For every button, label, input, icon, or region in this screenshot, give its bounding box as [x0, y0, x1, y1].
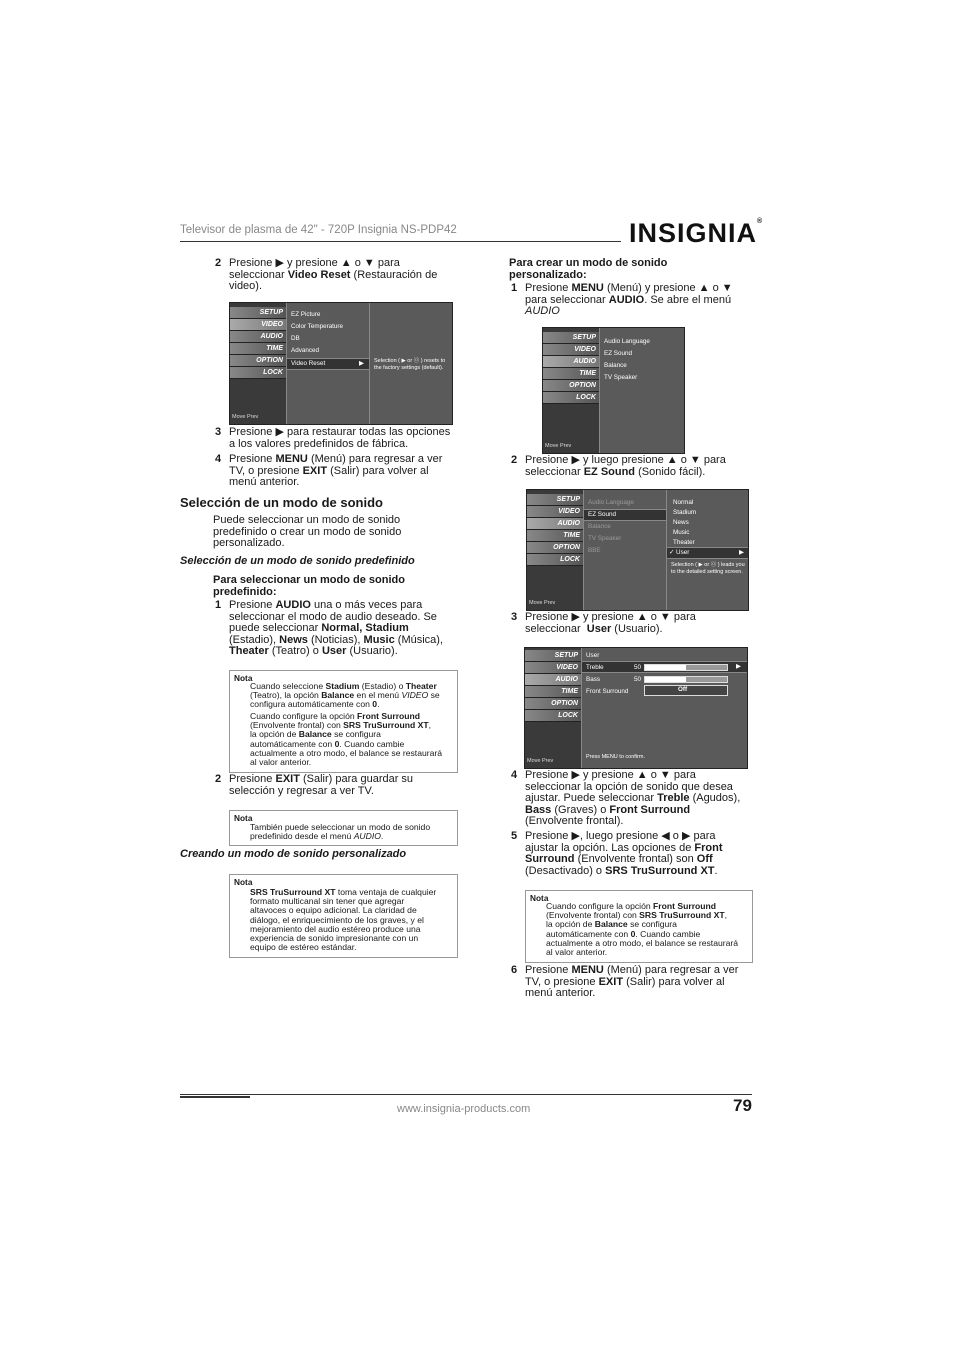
- osd-menu-lock: LOCK: [527, 554, 583, 566]
- osd-arrow-icon: ▶: [359, 360, 364, 367]
- osd-menu-setup: SETUP: [525, 650, 581, 662]
- osd-menu-setup: SETUP: [230, 307, 286, 319]
- osd-option: TV Speaker: [588, 535, 622, 542]
- osd-options-panel: [583, 490, 666, 610]
- osd-option: Balance: [588, 523, 611, 530]
- left-step-4: 4 Presione MENU (Menú) para regresar a ver TV, o presione EXIT (Salir) para volver al menú anterior.: [215, 453, 443, 488]
- right-step-6: 6 Presione MENU (Menú) para regresar a ver TV, o presione EXIT (Salir) para volver al menú anterior.: [511, 964, 739, 999]
- left-step-2b: 2 Presione EXIT (Salir) para guardar su selección y regresar a ver TV.: [215, 773, 414, 797]
- osd-confirm-hint: Press MENU to confirm.: [586, 754, 645, 760]
- header-title: Televisor de plasma de 42" - 720P Insignia NS-PDP42: [180, 224, 457, 236]
- osd-modes-panel: [666, 490, 749, 610]
- osd-menu-lock: LOCK: [525, 710, 581, 722]
- osd-bass-label: Bass: [586, 676, 600, 683]
- osd-footer: Move Prev: [232, 414, 259, 420]
- osd-menu-video: VIDEO: [230, 319, 286, 331]
- right-step-5: 5 Presione ▶, luego presione ◀ o ▶ para ajustar la opción. Las opciones de Front Surround (Envolvente frontal) son Off (Desactivado) o SRS TruSurround XT.: [511, 830, 723, 877]
- procedure-title-create: Para crear un modo de sonido personalizado:: [509, 257, 668, 281]
- osd-menu-option: OPTION: [527, 542, 583, 554]
- osd-menu-option: OPTION: [525, 698, 581, 710]
- osd-footer: Move Prev: [545, 443, 572, 449]
- note-box-3: Nota SRS TruSurround XT toma ventaja de cualquier formato multicanal sin tener que agregar altavoces o equipo adicional. La claridad de diálogo, el enriquecimiento de los graves, y el mejoramiento del audio estéreo produce una experiencia de sonido impresionante con un equipo de estéreo estándar.: [229, 874, 458, 958]
- osd-side-menu: [230, 303, 286, 424]
- osd-option: EZ Sound: [604, 350, 633, 357]
- osd-option: Audio Language: [604, 338, 650, 345]
- osd-menu-audio: AUDIO: [525, 674, 581, 686]
- osd-menu-audio: AUDIO: [230, 331, 286, 343]
- osd-treble-value: 50: [634, 664, 642, 671]
- osd-help-text: Selection ( ▶ or ⓞ ) resets to the factory settings (default).: [374, 358, 446, 371]
- right-step-1: 1 Presione MENU (Menú) y presione ▲ o ▼ para seleccionar AUDIO. Se abre el menú AUDIO: [511, 282, 733, 317]
- left-step-2: 2 Presione ▶ y presione ▲ o ▼ para seleccionar Video Reset (Restauración de video).: [215, 257, 438, 292]
- osd-user-panel: [581, 648, 748, 768]
- osd-option: EZ Picture: [291, 311, 321, 318]
- note-box-1: Nota Cuando seleccione Stadium (Estadio) o Theater (Teatro), la opción Balance en el menú VIDEO se configura automáticamente con 0. Cuando configure la opción Front Surround (Envolvente frontal) con SRS TruSurround XT, la opción de Balance se configura automáticamente con 0. Cuando cambie actualmente a otro modo, el balance se restaurará al valor anterior.: [229, 670, 458, 773]
- osd-option: Advanced: [291, 347, 320, 354]
- tv-screen-ez-sound: [526, 489, 749, 611]
- osd-help-text: Selection ( ▶ or ⓞ ) leads you to the detailed setting screen.: [671, 562, 745, 575]
- tv-screen-video-reset: [229, 302, 453, 425]
- osd-menu-time: TIME: [543, 368, 599, 380]
- osd-mode: News: [673, 519, 689, 526]
- osd-mode: Stadium: [673, 509, 697, 516]
- osd-user-title: User: [586, 652, 600, 659]
- osd-option-selected: EZ Sound: [588, 511, 617, 518]
- osd-menu-audio: AUDIO: [527, 518, 583, 530]
- osd-arrow-icon: ▶: [739, 549, 744, 556]
- footer-rule-accent: [180, 1096, 250, 1098]
- osd-menu-setup: SETUP: [543, 332, 599, 344]
- note-box-4: Nota Cuando configure la opción Front Surround (Envolvente frontal) con SRS TruSurround XT, la opción de Balance se configura automáticamente con 0. Cuando cambie actualmente a otro modo, el balance se restaurará al valor anterior.: [525, 890, 753, 963]
- right-step-2: 2 Presione ▶ y luego presione ▲ o ▼ para seleccionar EZ Sound (Sonido fácil).: [511, 454, 726, 478]
- osd-menu-audio: AUDIO: [543, 356, 599, 368]
- osd-treble-label: Treble: [586, 664, 604, 671]
- header-rule: [180, 241, 621, 242]
- left-step-1: 1 Presione AUDIO una o más veces para seleccionar el modo de audio deseado. Se puede seleccionar Normal, Stadium (Estadio), News (Noticias), Music (Música), Theater (Teatro) o User (Usuario).: [215, 599, 444, 657]
- osd-option: Color Temperature: [291, 323, 344, 330]
- footer-rule: [180, 1094, 752, 1095]
- footer-url: www.insignia-products.com: [397, 1103, 531, 1115]
- osd-front-surround-label: Front Surround: [586, 688, 629, 695]
- note-1-paragraph-2: Cuando configure la opción Front Surround (Envolvente frontal) con SRS TruSurround XT, la opción de Balance se configura automáticamente con 0. Cuando cambie actualmente a otro modo, el balance se restaurará al valor anterior.: [250, 711, 443, 768]
- osd-treble-bar: [644, 664, 728, 671]
- osd-mode: Normal: [673, 499, 694, 506]
- osd-menu-video: VIDEO: [527, 506, 583, 518]
- osd-footer: Move Prev: [527, 758, 554, 764]
- osd-menu-lock: LOCK: [230, 367, 286, 379]
- osd-option-selected: Video Reset: [291, 360, 326, 367]
- osd-option: Audio Language: [588, 499, 634, 506]
- osd-options-panel: [599, 328, 685, 453]
- subsection-custom: Creando un modo de sonido personalizado: [180, 848, 407, 860]
- left-step-3: 3 Presione ▶ para restaurar todas las opciones a los valores predefinidos de fábrica.: [215, 426, 451, 450]
- osd-option: DB: [291, 335, 300, 342]
- procedure-title-select: Para seleccionar un modo de sonido predefinido:: [213, 574, 405, 598]
- insignia-logo: INSIGNIA®: [629, 218, 764, 248]
- subsection-predefined: Selección de un modo de sonido predefinido: [180, 555, 415, 567]
- osd-bass-value: 50: [634, 676, 642, 683]
- osd-menu-setup: SETUP: [527, 494, 583, 506]
- tv-screen-audio-menu: [542, 327, 685, 454]
- note-1-paragraph-1: Cuando seleccione Stadium (Estadio) o Theater (Teatro), la opción Balance en el menú VIDEO se configura automáticamente con 0.: [250, 681, 440, 710]
- osd-menu-time: TIME: [525, 686, 581, 698]
- right-step-4: 4 Presione ▶ y presione ▲ o ▼ para seleccionar la opción de sonido que desea ajustar. Puede seleccionar Treble (Agudos), Bass (Graves) o Front Surround (Envolvente frontal).: [511, 769, 741, 827]
- osd-option: BBE: [588, 547, 601, 554]
- osd-off-value: Off: [678, 686, 688, 693]
- osd-footer: Move Prev: [529, 600, 556, 606]
- page-number: 79: [733, 1096, 752, 1115]
- osd-menu-video: VIDEO: [543, 344, 599, 356]
- osd-menu-option: OPTION: [230, 355, 286, 367]
- osd-menu-video: VIDEO: [525, 662, 581, 674]
- osd-menu-time: TIME: [230, 343, 286, 355]
- osd-mode: Music: [673, 529, 690, 536]
- osd-option: Balance: [604, 362, 627, 369]
- note-box-2: Nota También puede seleccionar un modo de sonido predefinido desde el menú AUDIO.: [229, 810, 458, 846]
- section-title: Selección de un modo de sonido: [180, 495, 383, 510]
- osd-arrow-icon: ▶: [736, 663, 741, 670]
- osd-help-panel: [369, 303, 453, 424]
- osd-options-panel: [286, 303, 369, 424]
- section-intro: Puede seleccionar un modo de sonido predefinido o crear un modo de sonido personalizado.: [213, 514, 402, 549]
- right-step-3: 3 Presione ▶ y presione ▲ o ▼ para seleccionar User (Usuario).: [511, 611, 696, 635]
- osd-menu-lock: LOCK: [543, 392, 599, 404]
- osd-option: TV Speaker: [604, 374, 638, 381]
- osd-mode-selected: ✓ User: [669, 549, 690, 556]
- osd-mode: Theater: [673, 539, 695, 546]
- osd-bass-bar: [644, 676, 728, 683]
- tv-screen-user-settings: [524, 647, 748, 769]
- osd-menu-option: OPTION: [543, 380, 599, 392]
- osd-menu-time: TIME: [527, 530, 583, 542]
